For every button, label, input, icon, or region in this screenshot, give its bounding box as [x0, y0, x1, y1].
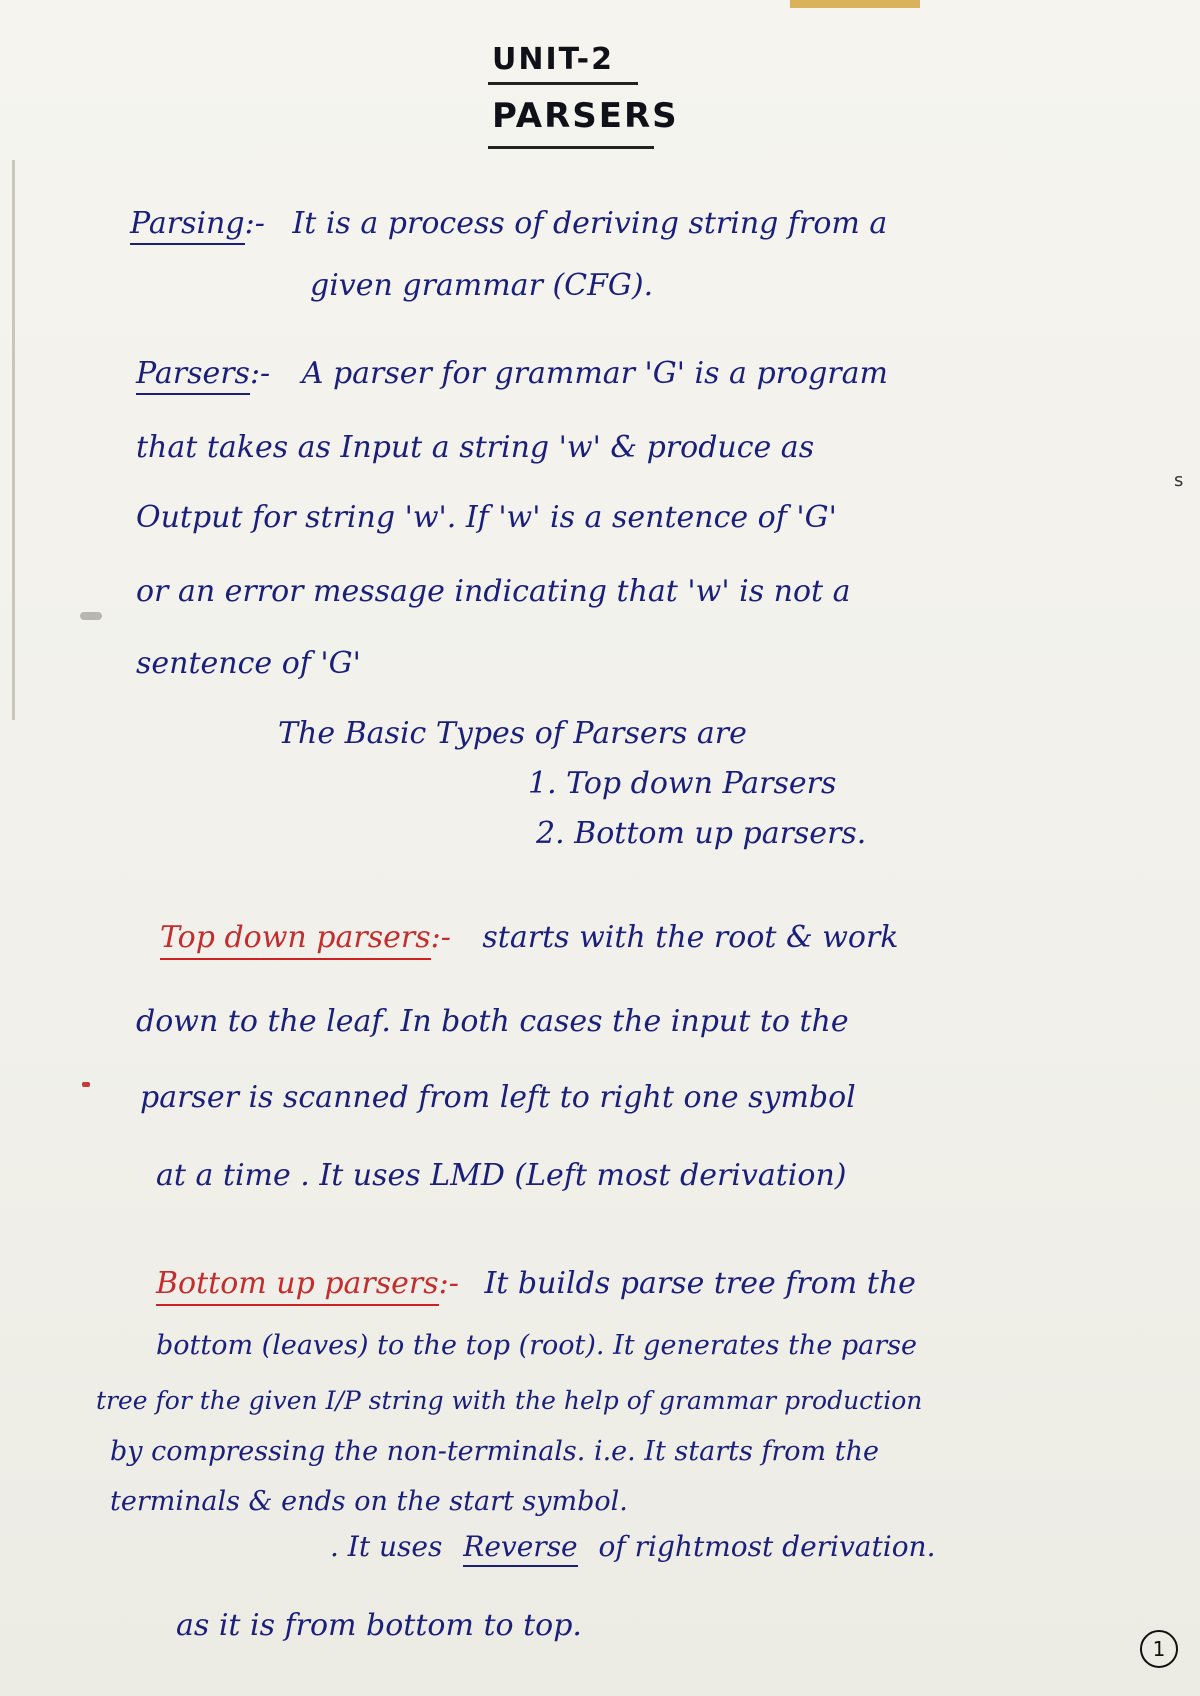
unit-heading: UNIT-2 [492, 42, 615, 77]
bottom-up-separator: :- [438, 1266, 459, 1301]
top-down-line-1 [160, 920, 898, 955]
parsing-separator: :- [244, 206, 265, 241]
bottom-up-line-1 [156, 1266, 916, 1301]
bottom-up-text-6-pre: . It uses [330, 1530, 443, 1563]
parsers-definition-line-2: that takes as Input a string 'w' & produce as [136, 430, 815, 465]
top-down-separator: :- [430, 920, 451, 955]
top-down-line-2: down to the leaf. In both cases the input to the [136, 1004, 849, 1039]
parsing-term: Parsing [130, 206, 245, 245]
top-down-line-4: at a time . It uses LMD (Left most derivation) [156, 1158, 847, 1193]
red-ink-mark [82, 1082, 90, 1087]
parsing-definition-line-2: given grammar (CFG). [310, 268, 654, 303]
punch-hole-mark [80, 612, 102, 620]
bottom-up-line-7: as it is from bottom to top. [176, 1608, 582, 1643]
top-down-line-3: parser is scanned from left to right one symbol [140, 1080, 856, 1115]
page-title: PARSERS [492, 96, 679, 136]
unit-heading-rule [488, 82, 638, 85]
page-number: 1 [1140, 1630, 1178, 1668]
edge-mark-letter: s [1174, 470, 1184, 491]
parsers-term: Parsers [136, 356, 250, 395]
parsers-definition-line-4: or an error message indicating that 'w' is not a [136, 574, 851, 609]
bottom-up-text-6-post: of rightmost derivation. [598, 1530, 936, 1563]
parser-type-1: 1. Top down Parsers [528, 766, 837, 801]
bottom-up-line-2: bottom (leaves) to the top (root). It generates the parse [156, 1330, 918, 1361]
parsers-text-1: A parser for grammar 'G' is a program [301, 356, 888, 391]
bottom-up-line-3: tree for the given I/P string with the help of grammar production [96, 1386, 923, 1415]
bottom-up-line-6 [330, 1530, 936, 1563]
parsers-definition-line-5: sentence of 'G' [136, 646, 361, 681]
bottom-up-line-5: terminals & ends on the start symbol. [110, 1486, 628, 1517]
page-margin-mark [12, 160, 15, 720]
top-down-term: Top down parsers [160, 920, 431, 960]
parser-type-2: 2. Bottom up parsers. [536, 816, 867, 851]
bottom-up-line-4: by compressing the non-terminals. i.e. It starts from the [110, 1436, 879, 1467]
parsers-definition-line-3: Output for string 'w'. If 'w' is a sentence of 'G' [136, 500, 837, 535]
parsing-definition-line-1 [130, 206, 887, 241]
parser-types-intro: The Basic Types of Parsers are [278, 716, 747, 751]
reverse-term: Reverse [463, 1530, 577, 1567]
parsing-text-1: It is a process of deriving string from a [292, 206, 888, 241]
page-top-edge [790, 0, 920, 8]
bottom-up-text-1: It builds parse tree from the [484, 1266, 916, 1301]
parsers-separator: :- [249, 356, 271, 391]
bottom-up-term: Bottom up parsers [156, 1266, 439, 1306]
top-down-text-1: starts with the root & work [482, 920, 899, 955]
page-title-rule [488, 146, 654, 149]
parsers-definition-line-1 [136, 356, 888, 391]
